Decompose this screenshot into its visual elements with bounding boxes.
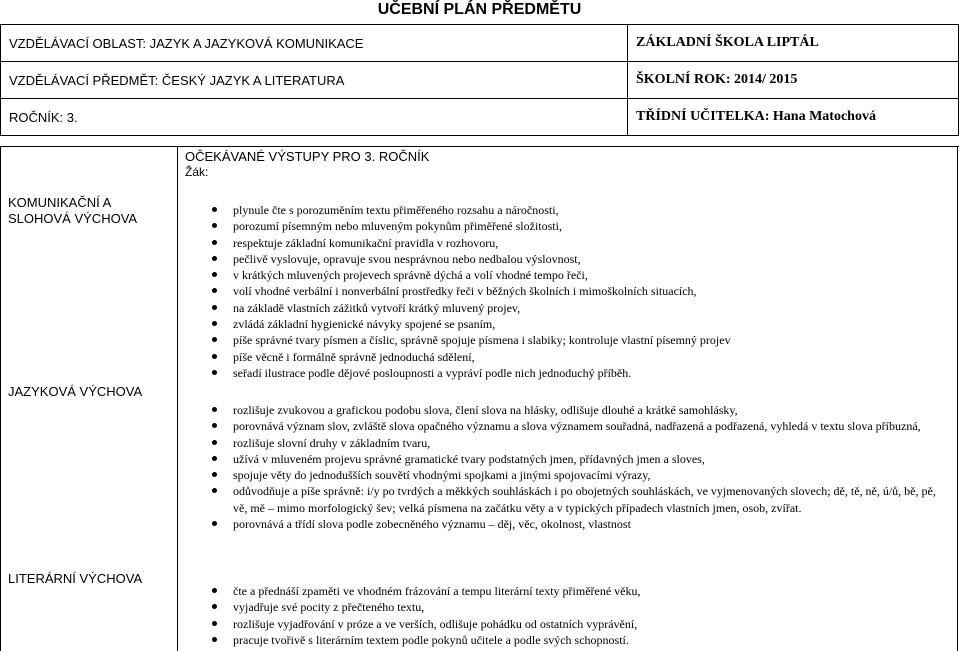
outputs-title: OČEKÁVANÉ VÝSTUPY PRO 3. ROČNÍK [185,149,430,164]
list-item: užívá v mluveném projevu správné gramatické tvary podstatných jmen, přídavných jmen a sloves, [178,451,938,467]
list-item: rozlišuje slovní druhy v základním tvaru, [178,435,938,451]
list-item: rozlišuje zvukovou a grafickou podobu slova, člení slova na hlásky, odlišuje dlouhé a krátké samohlásky, [178,402,938,418]
outputs-column [178,147,958,651]
school-year: ŠKOLNÍ ROK: 2014/ 2015 [628,62,959,99]
literature-outputs [178,583,938,648]
area-communication-line2: SLOHOVÁ VÝCHOVA [8,211,138,226]
list-item: seřadí ilustrace podle dějové posloupnosti a vypráví podle nich jednoduchý příběh. [178,365,938,381]
header-row-grade [1,99,959,136]
grade: ROČNÍK: 3. [1,99,628,136]
header-row-subject [1,62,959,99]
areas-column [0,147,178,651]
pupil-label: Žák: [185,165,209,179]
area-literature: LITERÁRNÍ VÝCHOVA [8,571,143,586]
list-item: píše správné tvary písmen a číslic, správně spojuje písmena i slabiky; kontroluje vlastní písemný projev [178,332,938,348]
list-item: rozlišuje vyjadřování v próze a ve verších, odlišuje pohádku od ostatních vyprávění, [178,616,938,632]
page-title: UČEBNÍ PLÁN PŘEDMĚTU [377,1,582,18]
area-language: JAZYKOVÁ VÝCHOVA [8,384,143,399]
education-area: VZDĚLÁVACÍ OBLAST: JAZYK A JAZYKOVÁ KOMUNIKACE [1,25,628,62]
curriculum-body [0,146,959,651]
list-item: porovnává a třídí slova podle zobecněného významu – děj, věc, okolnost, vlastnost [178,516,938,532]
header-table [0,24,959,136]
list-item: čte a přednáší zpaměti ve vhodném frázování a tempu literární texty přiměřené věku, [178,583,938,599]
list-item: volí vhodné verbální i nonverbální prostředky řeči v běžných školních i mimoškolních situacích, [178,283,938,299]
list-item: respektuje základní komunikační pravidla v rozhovoru, [178,235,938,251]
subject-name: VZDĚLÁVACÍ PŘEDMĚT: ČESKÝ JAZYK A LITERATURA [1,62,628,99]
list-item: odůvodňuje a píše správně: i/y po tvrdých a měkkých souhláskách i po obojetných souhláskách, ve vyjmenovaných slovech; dě, tě, ně, ú/ů, bě, pě, vě, mě – mimo morfologický šev; velká písmena na začátku věty a v typických případech vlastních jmen, osob, zvířat. [178,483,938,516]
language-outputs [178,402,938,532]
list-item: spojuje věty do jednodušších souvětí vhodnými spojkami a jinými spojovacími výrazy, [178,467,938,483]
class-teacher: TŘÍDNÍ UČITELKA: Hana Matochová [628,99,959,136]
list-item: píše věcně i formálně správně jednoduchá sdělení, [178,349,938,365]
area-communication-line1: KOMUNIKAČNÍ A [8,195,112,210]
list-item: v krátkých mluvených projevech správně dýchá a volí vhodné tempo řeči, [178,267,938,283]
list-item: zvládá základní hygienické návyky spojené se psaním, [178,316,938,332]
list-item: pečlivě vyslovuje, opravuje svou nesprávnou nebo nedbalou výslovnost, [178,251,938,267]
school-name: ZÁKLADNÍ ŠKOLA LIPTÁL [628,25,959,62]
list-item: pracuje tvořivě s literárním textem podle pokynů učitele a podle svých schopností. [178,632,938,648]
area-communication [8,195,137,227]
list-item: na základě vlastních zážitků vytvoří krátký mluvený projev, [178,300,938,316]
list-item: vyjadřuje své pocity z přečteného textu, [178,599,938,615]
list-item: plynule čte s porozuměním textu přiměřeného rozsahu a náročnosti, [178,202,938,218]
header-row-area [1,25,959,62]
list-item: porovnává význam slov, zvláště slova opačného významu a slova významem souřadná, nadřazená a podřazená, vyhledá v textu slova příbuzná, [178,418,938,434]
communication-outputs [178,202,938,381]
list-item: porozumí písemným nebo mluveným pokynům přiměřené složitosti, [178,218,938,234]
